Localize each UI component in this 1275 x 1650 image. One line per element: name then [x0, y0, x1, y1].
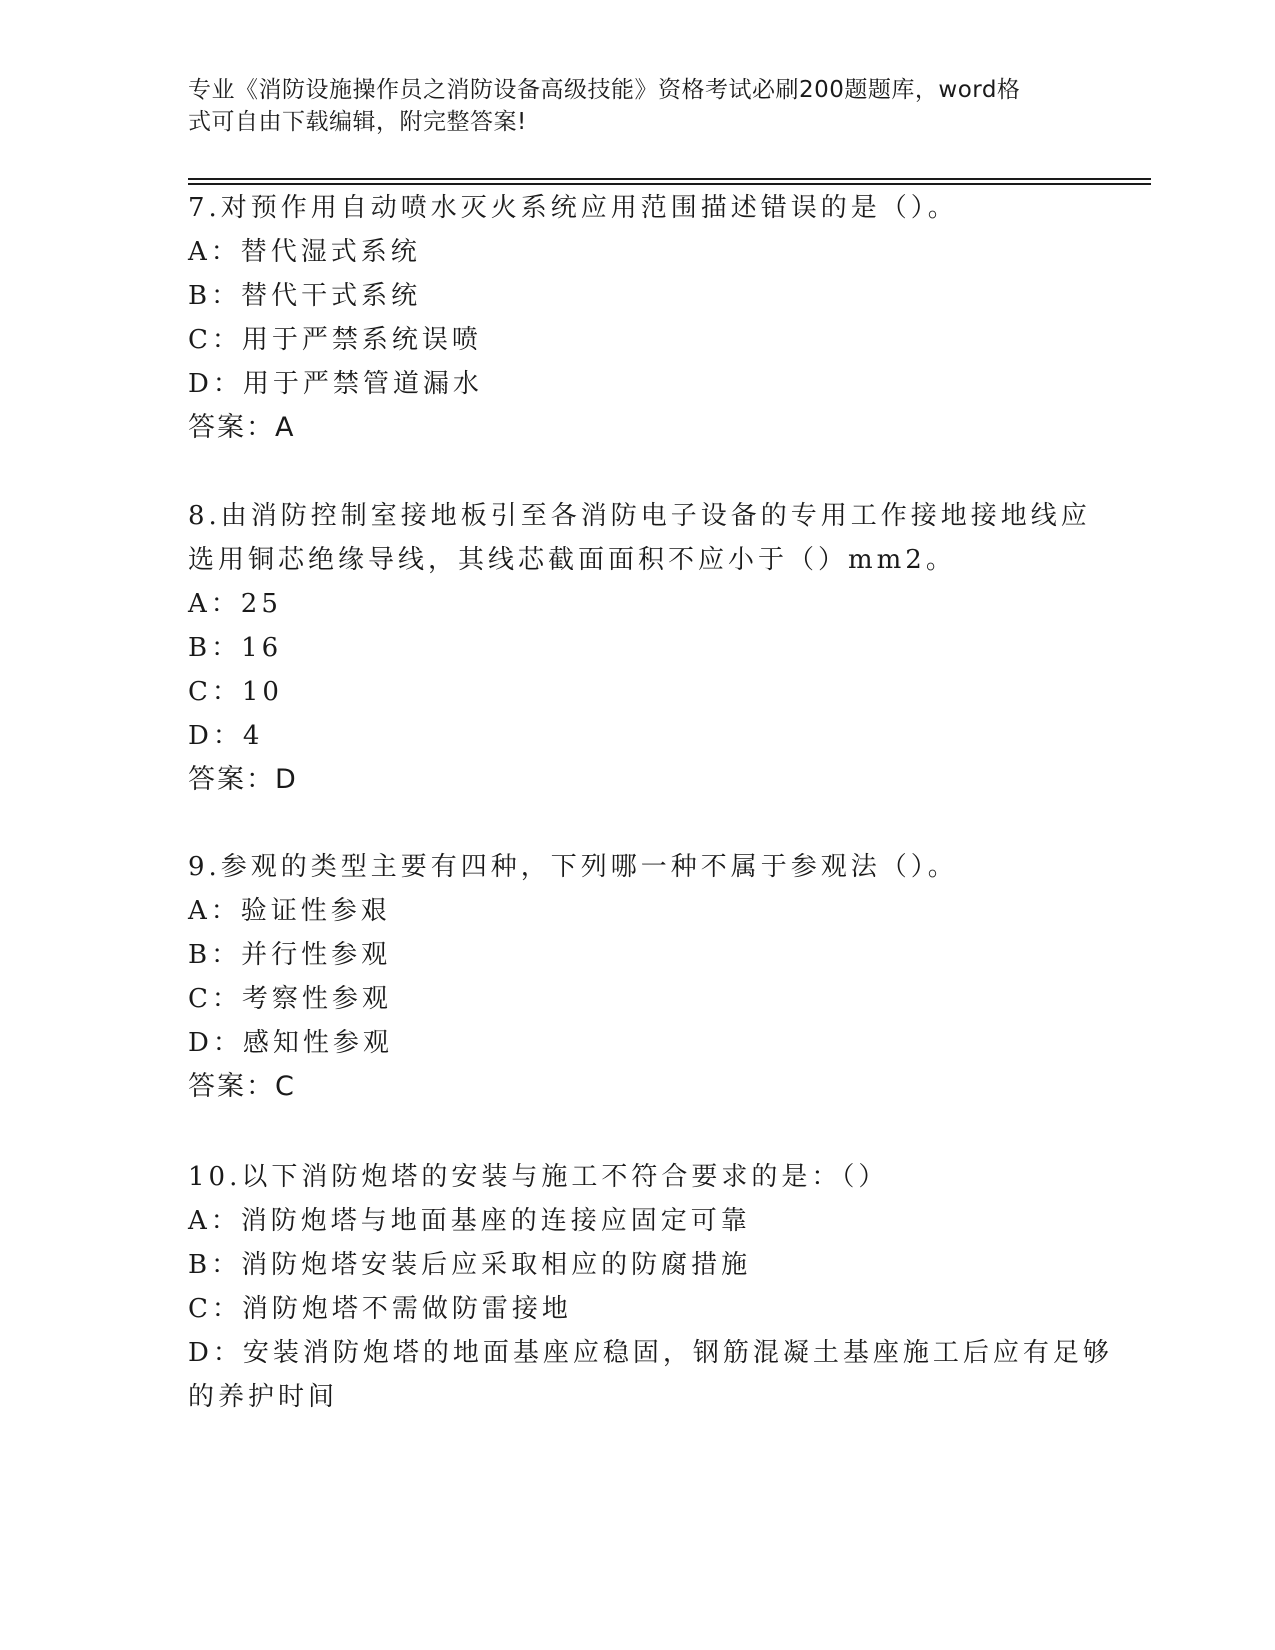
question-8-answer: 答案：D [188, 764, 298, 795]
question-9-answer: 答案：C [188, 1071, 296, 1102]
question-10-option-a: A：消防炮塔与地面基座的连接应固定可靠 [188, 1206, 751, 1236]
question-8-option-d: D：4 [188, 721, 264, 751]
header-divider-top [188, 178, 1151, 180]
question-10-option-d-line-2: 的养护时间 [188, 1382, 339, 1412]
question-9-option-d: D：感知性参观 [188, 1028, 393, 1058]
question-9-option-c: C：考察性参观 [188, 984, 392, 1014]
question-8-stem-line-1: 8.由消防控制室接地板引至各消防电子设备的专用工作接地接地线应 [188, 501, 1091, 531]
header-divider-bottom [188, 183, 1151, 185]
question-7-stem: 7.对预作用自动喷水灭火系统应用范围描述错误的是（）。 [188, 193, 958, 223]
question-10-option-b: B：消防炮塔安装后应采取相应的防腐措施 [188, 1250, 752, 1280]
question-7-answer: 答案：A [188, 412, 296, 443]
question-10-option-c: C：消防炮塔不需做防雷接地 [188, 1294, 572, 1324]
header-line-2: 式可自由下载编辑，附完整答案! [188, 109, 527, 135]
question-10-stem: 10.以下消防炮塔的安装与施工不符合要求的是：（） [188, 1162, 889, 1192]
document-header [188, 74, 1068, 138]
question-7-option-b: B：替代干式系统 [188, 281, 422, 311]
header-line-1: 专业《消防设施操作员之消防设备高级技能》资格考试必刷200题题库，word格 [188, 77, 1021, 103]
question-7-option-d: D：用于严禁管道漏水 [188, 369, 483, 399]
question-8-option-a: A：25 [188, 589, 282, 619]
question-9-option-a: A：验证性参艰 [188, 896, 391, 926]
question-10-option-d-line-1: D：安装消防炮塔的地面基座应稳固，钢筋混凝土基座施工后应有足够 [188, 1338, 1113, 1368]
question-7-option-c: C：用于严禁系统误喷 [188, 325, 482, 355]
question-7-option-a: A：替代湿式系统 [188, 237, 421, 267]
question-8-option-b: B：16 [188, 633, 283, 663]
question-9-stem: 9.参观的类型主要有四种，下列哪一种不属于参观法（）。 [188, 852, 958, 882]
question-8-option-c: C：10 [188, 677, 283, 707]
question-9-option-b: B：并行性参观 [188, 940, 392, 970]
question-8-stem-line-2: 选用铜芯绝缘导线，其线芯截面面积不应小于（）mm2。 [188, 545, 956, 575]
